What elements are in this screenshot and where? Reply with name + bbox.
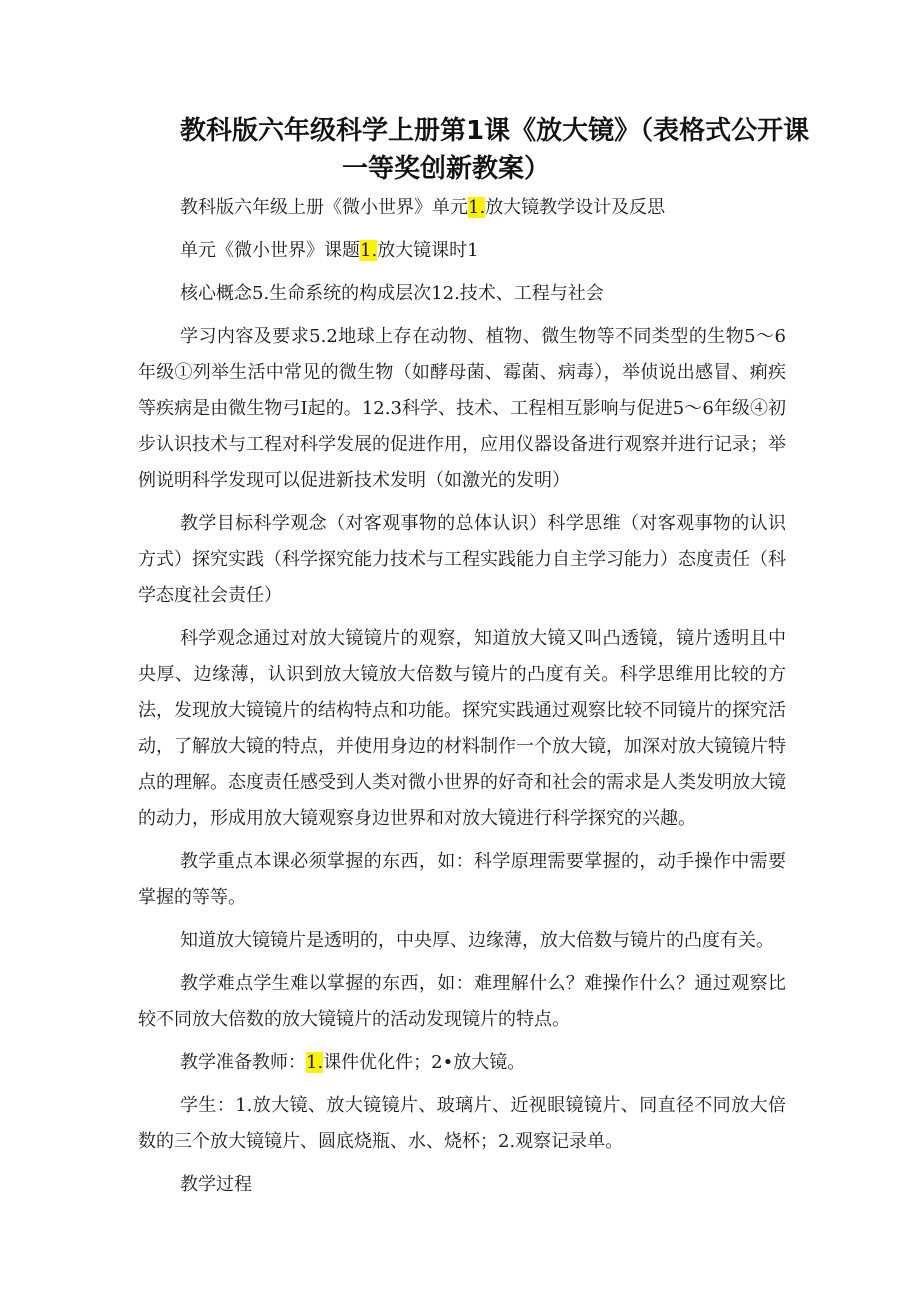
document-title bbox=[180, 112, 820, 188]
paragraph-teacher-prep bbox=[138, 1045, 786, 1081]
paragraph-learning-content: 学习内容及要求5.2地球上存在动物、植物、微生物等不同类型的生物5～6年级①列举生活中常见的微生物（如酵母菌、霉菌、病毒），举侦说出感冒、痢疾等疾病是由微生物弓I起的。12.3科学、技术、工程相互影响与促进5～6年级④初步认识技术与工程对科学发展的促进作用，应用仪器设备进行观察并进行记录；举例说明科学发现可以促进新技术发明（如激光的发明） bbox=[138, 326, 786, 491]
highlighted-number: 1. bbox=[306, 1052, 324, 1073]
paragraph-teaching-goals: 教学目标科学观念（对客观事物的总体认识）科学思维（对客观事物的认识方式）探究实践（科学探究能力技术与工程实践能力自主学习能力）态度责任（科学态度社会责任） bbox=[138, 513, 786, 606]
paragraph-teaching-process: 教学过程 bbox=[180, 1174, 252, 1195]
document-body bbox=[138, 190, 786, 1210]
paragraph-key-content: 知道放大镜镜片是透明的，中央厚、边缘薄，放大倍数与镜片的凸度有关。 bbox=[180, 930, 774, 951]
text-run: 教科版六年级上册《微小世界》单元 bbox=[180, 197, 468, 218]
paragraph-core-concept: 核心概念5.生命系统的构成层次12.技术、工程与社会 bbox=[180, 283, 604, 304]
paragraph-difficulties: 教学难点学生难以掌握的东西，如：难理解什么？难操作什么？通过观察比较不同放大倍数的放大镜镜片的活动发现镜片的特点。 bbox=[138, 973, 786, 1030]
paragraph-goal-details: 科学观念通过对放大镜镜片的观察，知道放大镜又叫凸透镜，镜片透明且中央厚、边缘薄，认识到放大镜放大倍数与镜片的凸度有关。科学思维用比较的方法，发现放大镜镜片的结构特点和功能。探究实践通过观察比较不同镜片的探究活动，了解放大镜的特点，并使用身边的材料制作一个放大镜，加深对放大镜镜片特点的理解。态度责任感受到人类对微小世界的好奇和社会的需求是人类发明放大镜的动力，形成用放大镜观察身边世界和对放大镜进行科学探究的兴趣。 bbox=[138, 628, 786, 829]
highlighted-number: 1. bbox=[468, 197, 486, 218]
title-line-1: 教科版六年级科学上册第1课《放大镜》（表格式公开课 bbox=[180, 116, 810, 146]
text-run: 教学准备教师： bbox=[180, 1052, 306, 1073]
paragraph-student-prep: 学生：1.放大镜、放大镜镜片、玻璃片、近视眼镜镜片、同直径不同放大倍数的三个放大镜镜片、圆底烧瓶、水、烧杯；2.观察记录单。 bbox=[138, 1095, 786, 1152]
text-run: 放大镜教学设计及反思 bbox=[485, 197, 666, 218]
highlighted-number: 1. bbox=[360, 240, 378, 261]
text-run: 课件优化件；2•放大镜。 bbox=[323, 1052, 526, 1073]
text-run: 放大镜课时1 bbox=[377, 240, 479, 261]
paragraph-key-points: 教学重点本课必须掌握的东西，如：科学原理需要掌握的，动手操作中需要掌握的等等。 bbox=[138, 851, 786, 908]
title-line-2: 一等奖创新教案） bbox=[342, 154, 551, 184]
paragraph-unit bbox=[138, 190, 786, 226]
text-run: 单元《微小世界》课题 bbox=[180, 240, 360, 261]
paragraph-lesson bbox=[138, 233, 786, 269]
